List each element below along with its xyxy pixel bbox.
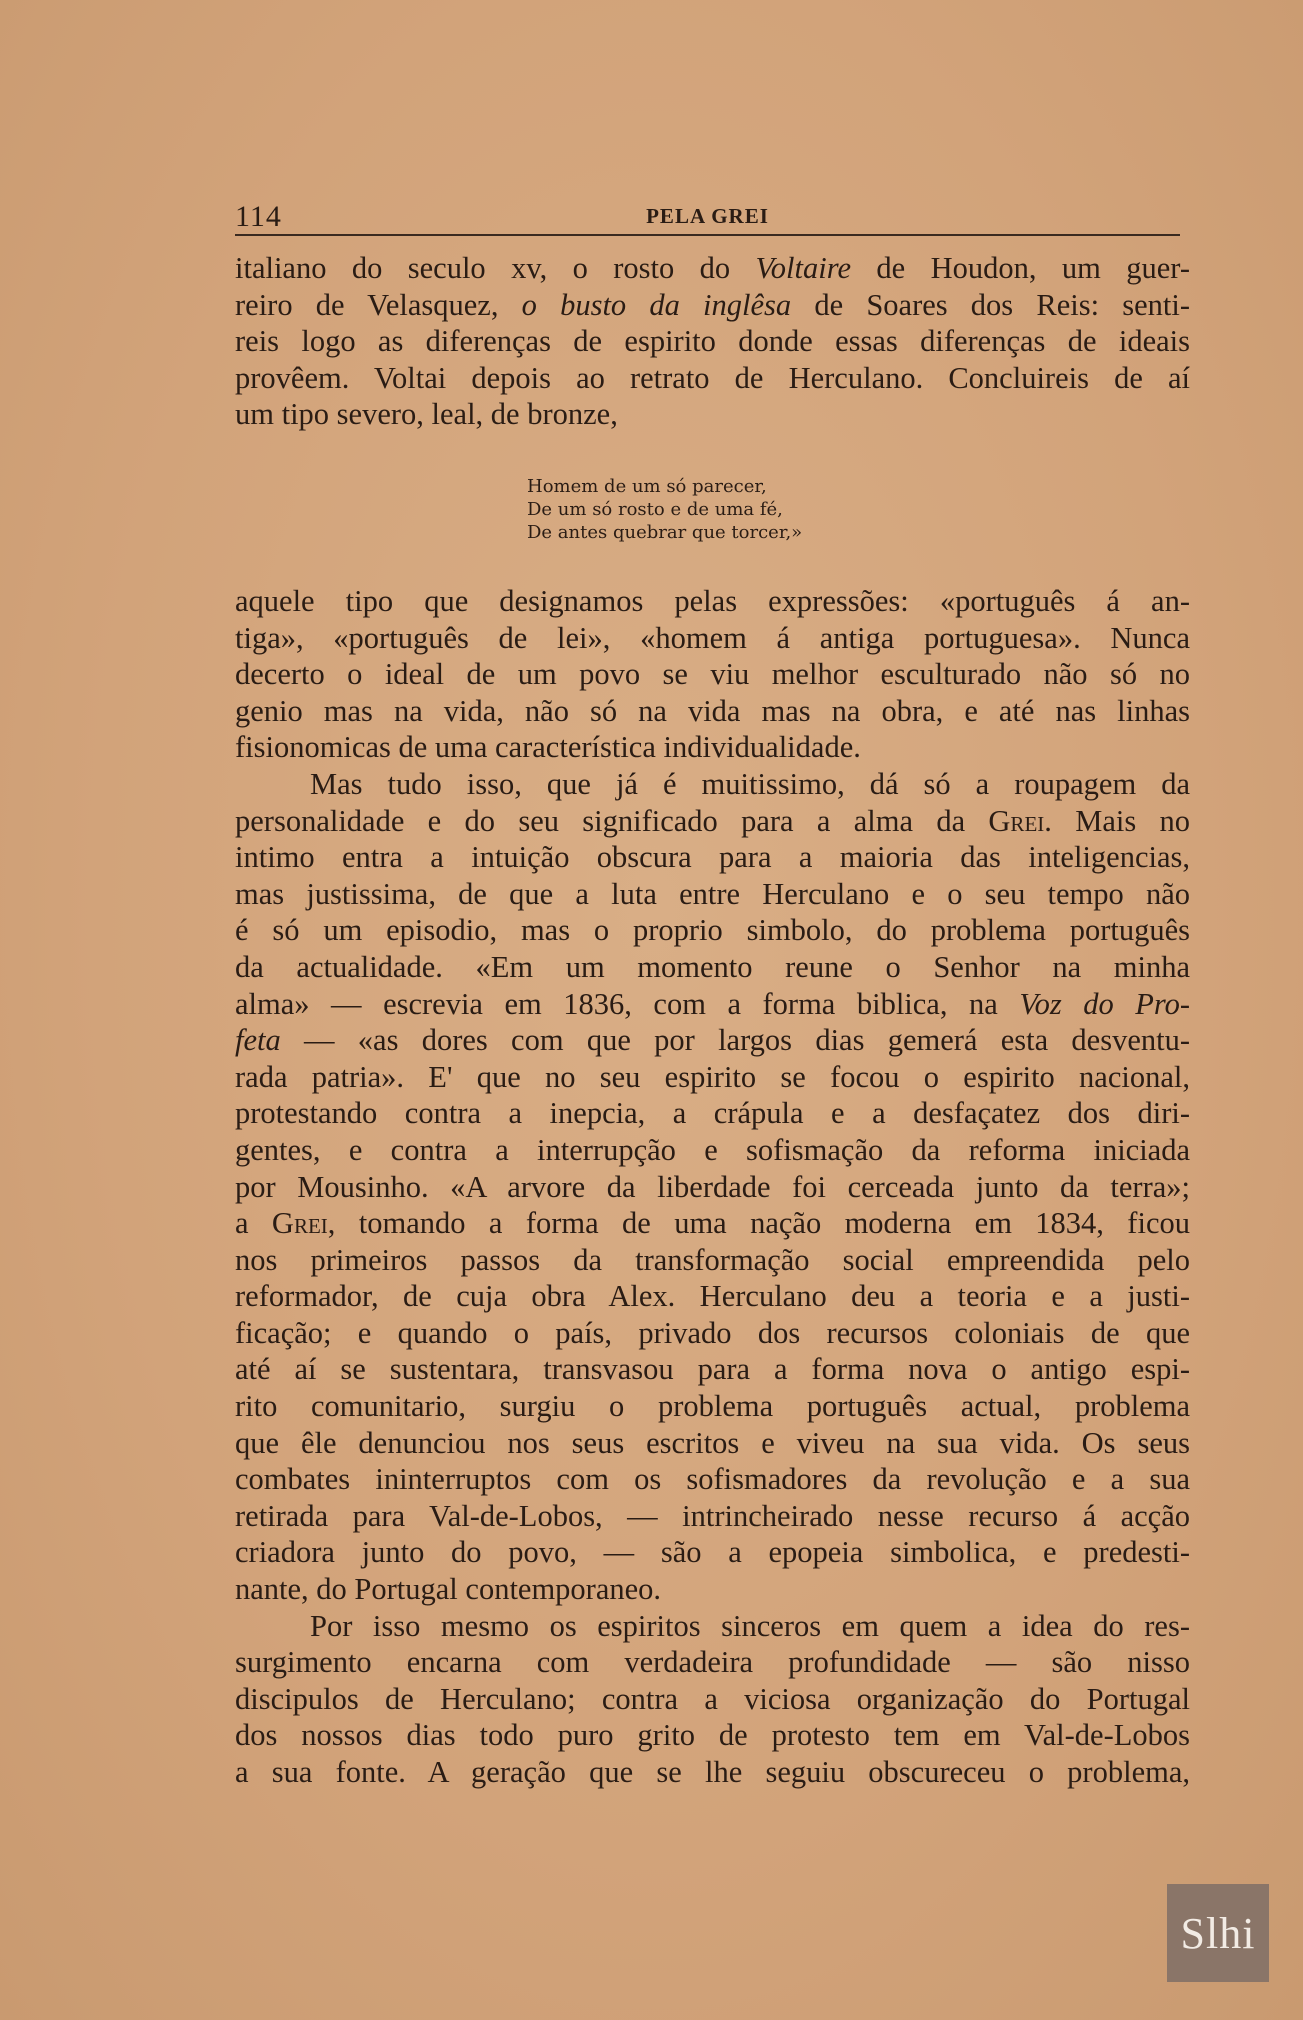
small-caps-text: Grei (988, 803, 1045, 838)
text-line (235, 1205, 1190, 1242)
text-line: intimo entra a intuição obscura para a maioria das inteligencias, (235, 840, 1190, 875)
text-line: da actualidade. «Em um momento reune o Senhor na minha (235, 949, 1190, 984)
text-segment: a (235, 1206, 272, 1241)
italic-text: o busto da inglêsa (521, 287, 792, 322)
text-line: reformador, de cuja obra Alex. Herculano deu a teoria e a justi- (235, 1279, 1190, 1314)
text-segment: personalidade e do seu significado para a alma da (235, 803, 989, 838)
text-line: fisionomicas de uma característica individualidade. (235, 730, 861, 765)
watermark-text: Slhi (1180, 1908, 1256, 1958)
text-line: rada patria». E' que no seu espirito se focou o espirito nacional, (235, 1059, 1190, 1094)
text-line: retirada para Val-de-Lobos, — intrincheirado nesse recurso á acção (235, 1498, 1190, 1533)
text-line: combates ininterruptos com os sofismadores da revolução e a sua (235, 1462, 1190, 1497)
text-line (235, 803, 1190, 840)
text-segment: de Soares dos Reis: senti- (791, 287, 1191, 322)
text-line: discipulos de Herculano; contra a viciosa organização do Portugal (235, 1681, 1190, 1716)
text-line: por Mousinho. «A arvore da liberdade foi cerceada junto da terra»; (235, 1169, 1190, 1204)
text-line: protestando contra a inepcia, a crápula e a desfaçatez dos diri- (235, 1096, 1190, 1131)
text-line: aquele tipo que designamos pelas expressões: «português á an- (235, 584, 1190, 618)
italic-text: Voltaire (755, 251, 851, 285)
text-line: é só um episodio, mas o proprio simbolo, do problema português (235, 913, 1190, 948)
paragraph-2 (235, 583, 1190, 1791)
text-segment: alma» — escrevia em 1836, com a forma biblica, na (235, 986, 1020, 1021)
text-line: gentes, e contra a interrupção e sofismação da reforma iniciada (235, 1132, 1190, 1167)
text-line: Mas tudo isso, que já é muitissimo, dá só a roupagem da (310, 766, 1190, 801)
text-line: a sua fonte. A geração que se lhe seguiu obscureceu o problema, (235, 1755, 1190, 1789)
text-line: decerto o ideal de um povo se viu melhor esculturado não só no (235, 657, 1190, 692)
text-line: criadora junto do povo, — são a epopeia simbolica, e predesti- (235, 1535, 1190, 1570)
text-line: surgimento encarna com verdadeira profundidade — são nisso (235, 1645, 1190, 1680)
page-number: 114 (235, 200, 282, 233)
page-header (235, 200, 1180, 236)
text-segment: reiro de Velasquez, (235, 287, 522, 322)
text-segment: de Houdon, um guer- (851, 251, 1190, 285)
text-line: nos primeiros passos da transformação social empreendida pelo (235, 1242, 1190, 1277)
text-segment: italiano do seculo xv, o rosto do (235, 251, 756, 285)
paragraph-1 (235, 250, 1190, 433)
text-line (235, 1022, 1190, 1059)
text-line: rito comunitario, surgiu o problema português actual, problema (235, 1389, 1190, 1424)
text-segment: — «as dores com que por largos dias gemerá esta desventu- (280, 1023, 1190, 1058)
verse-quote (527, 475, 802, 544)
text-line: provêem. Voltai depois ao retrato de Herculano. Concluireis de aí (235, 360, 1190, 395)
text-line: genio mas na vida, não só na vida mas na obra, e até nas linhas (235, 693, 1190, 728)
text-line: Por isso mesmo os espiritos sinceros em quem a idea do res- (310, 1608, 1190, 1643)
verse-line: De um só rosto e de uma fé, (527, 499, 783, 520)
text-segment: . Mais no (1044, 803, 1190, 838)
text-line: mas justissima, de que a luta entre Herculano e o seu tempo não (235, 876, 1190, 911)
italic-text: Voz do Pro- (1019, 986, 1190, 1021)
text-line: um tipo severo, leal, de bronze, (235, 397, 618, 432)
text-line (235, 986, 1190, 1023)
text-segment: , tomando a forma de uma nação moderna em 1834, ficou (327, 1206, 1190, 1241)
text-line: tiga», «português de lei», «homem á antiga portuguesa». Nunca (235, 620, 1190, 655)
verse-line: Homem de um só parecer, (527, 476, 767, 497)
text-line: nante, do Portugal contemporaneo. (235, 1572, 662, 1607)
text-line (235, 250, 1190, 287)
running-title: PELA GREI (646, 204, 769, 228)
text-line: ficação; e quando o país, privado dos recursos coloniais de que (235, 1315, 1190, 1350)
text-line (235, 287, 1190, 324)
italic-text: feta (235, 1023, 281, 1058)
text-line: até aí se sustentara, transvasou para a forma nova o antigo espi- (235, 1352, 1190, 1387)
text-line: que êle denunciou nos seus escritos e viveu na sua vida. Os seus (235, 1425, 1190, 1460)
verse-line: De antes quebrar que torcer,» (527, 522, 803, 543)
small-caps-text: Grei (271, 1206, 328, 1241)
slhi-logo-icon (1167, 1884, 1269, 1982)
text-line: dos nossos dias todo puro grito de protesto tem em Val-de-Lobos (235, 1718, 1190, 1753)
text-line: reis logo as diferenças de espirito donde essas diferenças de ideais (235, 324, 1190, 359)
